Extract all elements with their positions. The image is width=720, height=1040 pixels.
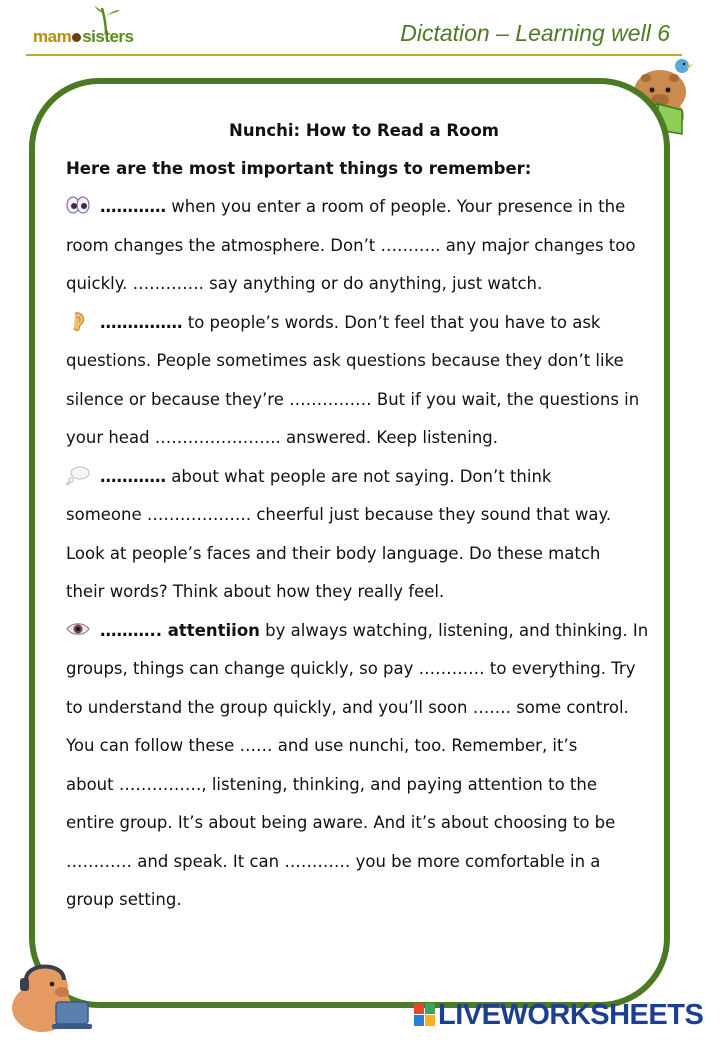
paragraph-line: room changes the atmosphere. Don’t ……….. any major changes too: [66, 235, 636, 255]
eye-icon: [66, 619, 90, 639]
logo-suffix: sisters: [82, 27, 134, 46]
header-divider: [26, 54, 682, 56]
logo-text: [33, 27, 134, 47]
paragraph-line: your head ………………….. answered. Keep listening.: [66, 428, 498, 447]
paragraph-line: Look at people’s faces and their body language. Do these match: [66, 543, 601, 563]
paragraph-line: quickly. …………. say anything or do anything, just watch.: [66, 274, 543, 293]
paragraph-line: [66, 612, 662, 651]
paragraph-line: [66, 304, 662, 343]
line-text: by always watching, listening, and thinking. In: [259, 620, 649, 640]
line-text: when you enter a room of people. Your presence in the: [166, 197, 626, 216]
document-subtitle: Here are the most important things to remember:: [66, 159, 532, 178]
paragraph-line: groups, things can change quickly, so pay ………… to everything. Try: [66, 659, 636, 678]
paragraph-line: silence or because they’re …………… But if you wait, the questions in: [66, 389, 640, 409]
blank-3[interactable]: …………: [100, 466, 166, 486]
paragraph-line: their words? Think about how they really feel.: [66, 582, 445, 601]
blank-1[interactable]: …………: [100, 197, 166, 216]
paragraph-line: about ……………, listening, thinking, and paying attention to the: [66, 774, 598, 794]
paragraph-watch: [66, 188, 662, 304]
paragraph-line: group setting.: [66, 890, 182, 909]
logo-prefix: mam: [33, 27, 72, 46]
blank-4[interactable]: ……….. attentiion: [100, 620, 260, 640]
liveworksheets-wordmark: LIVEWORKSHEETS: [438, 999, 704, 1031]
paragraph-line: to understand the group quickly, and you’ll soon ……. some control.: [66, 697, 629, 717]
paragraph-line: ………… and speak. It can ………… you be more comfortable in a: [66, 851, 601, 871]
logo-dot: [72, 33, 81, 42]
paragraph-line: entire group. It’s about being aware. And it’s about choosing to be: [66, 813, 616, 832]
paragraph-listen: [66, 304, 662, 458]
ear-icon: [66, 311, 90, 331]
thought-bubble-icon: [66, 465, 90, 485]
line-text: to people’s words. Don’t feel that you have to ask: [182, 312, 601, 332]
paragraph-think: [66, 458, 662, 612]
paragraph-line: [66, 188, 662, 227]
liveworksheets-badge-icon: [414, 1003, 436, 1027]
paragraph-line: questions. People sometimes ask questions because they don’t like: [66, 351, 624, 370]
document-title: Nunchi: How to Read a Room: [229, 121, 499, 140]
paragraph-line: You can follow these …… and use nunchi, too. Remember, it’s: [66, 736, 578, 755]
header-title: Dictation – Learning well 6: [400, 20, 670, 46]
line-text: about what people are not saying. Don’t think: [166, 466, 552, 486]
paragraph-line: [66, 458, 662, 497]
capybara-headset-icon: [6, 958, 92, 1034]
paragraph-line: someone ………………. cheerful just because they sound that way.: [66, 505, 612, 524]
paragraph-attention: [66, 612, 662, 920]
worksheet-body: [66, 112, 662, 920]
eyes-icon: [66, 195, 90, 215]
blank-2[interactable]: ……………: [100, 312, 183, 332]
